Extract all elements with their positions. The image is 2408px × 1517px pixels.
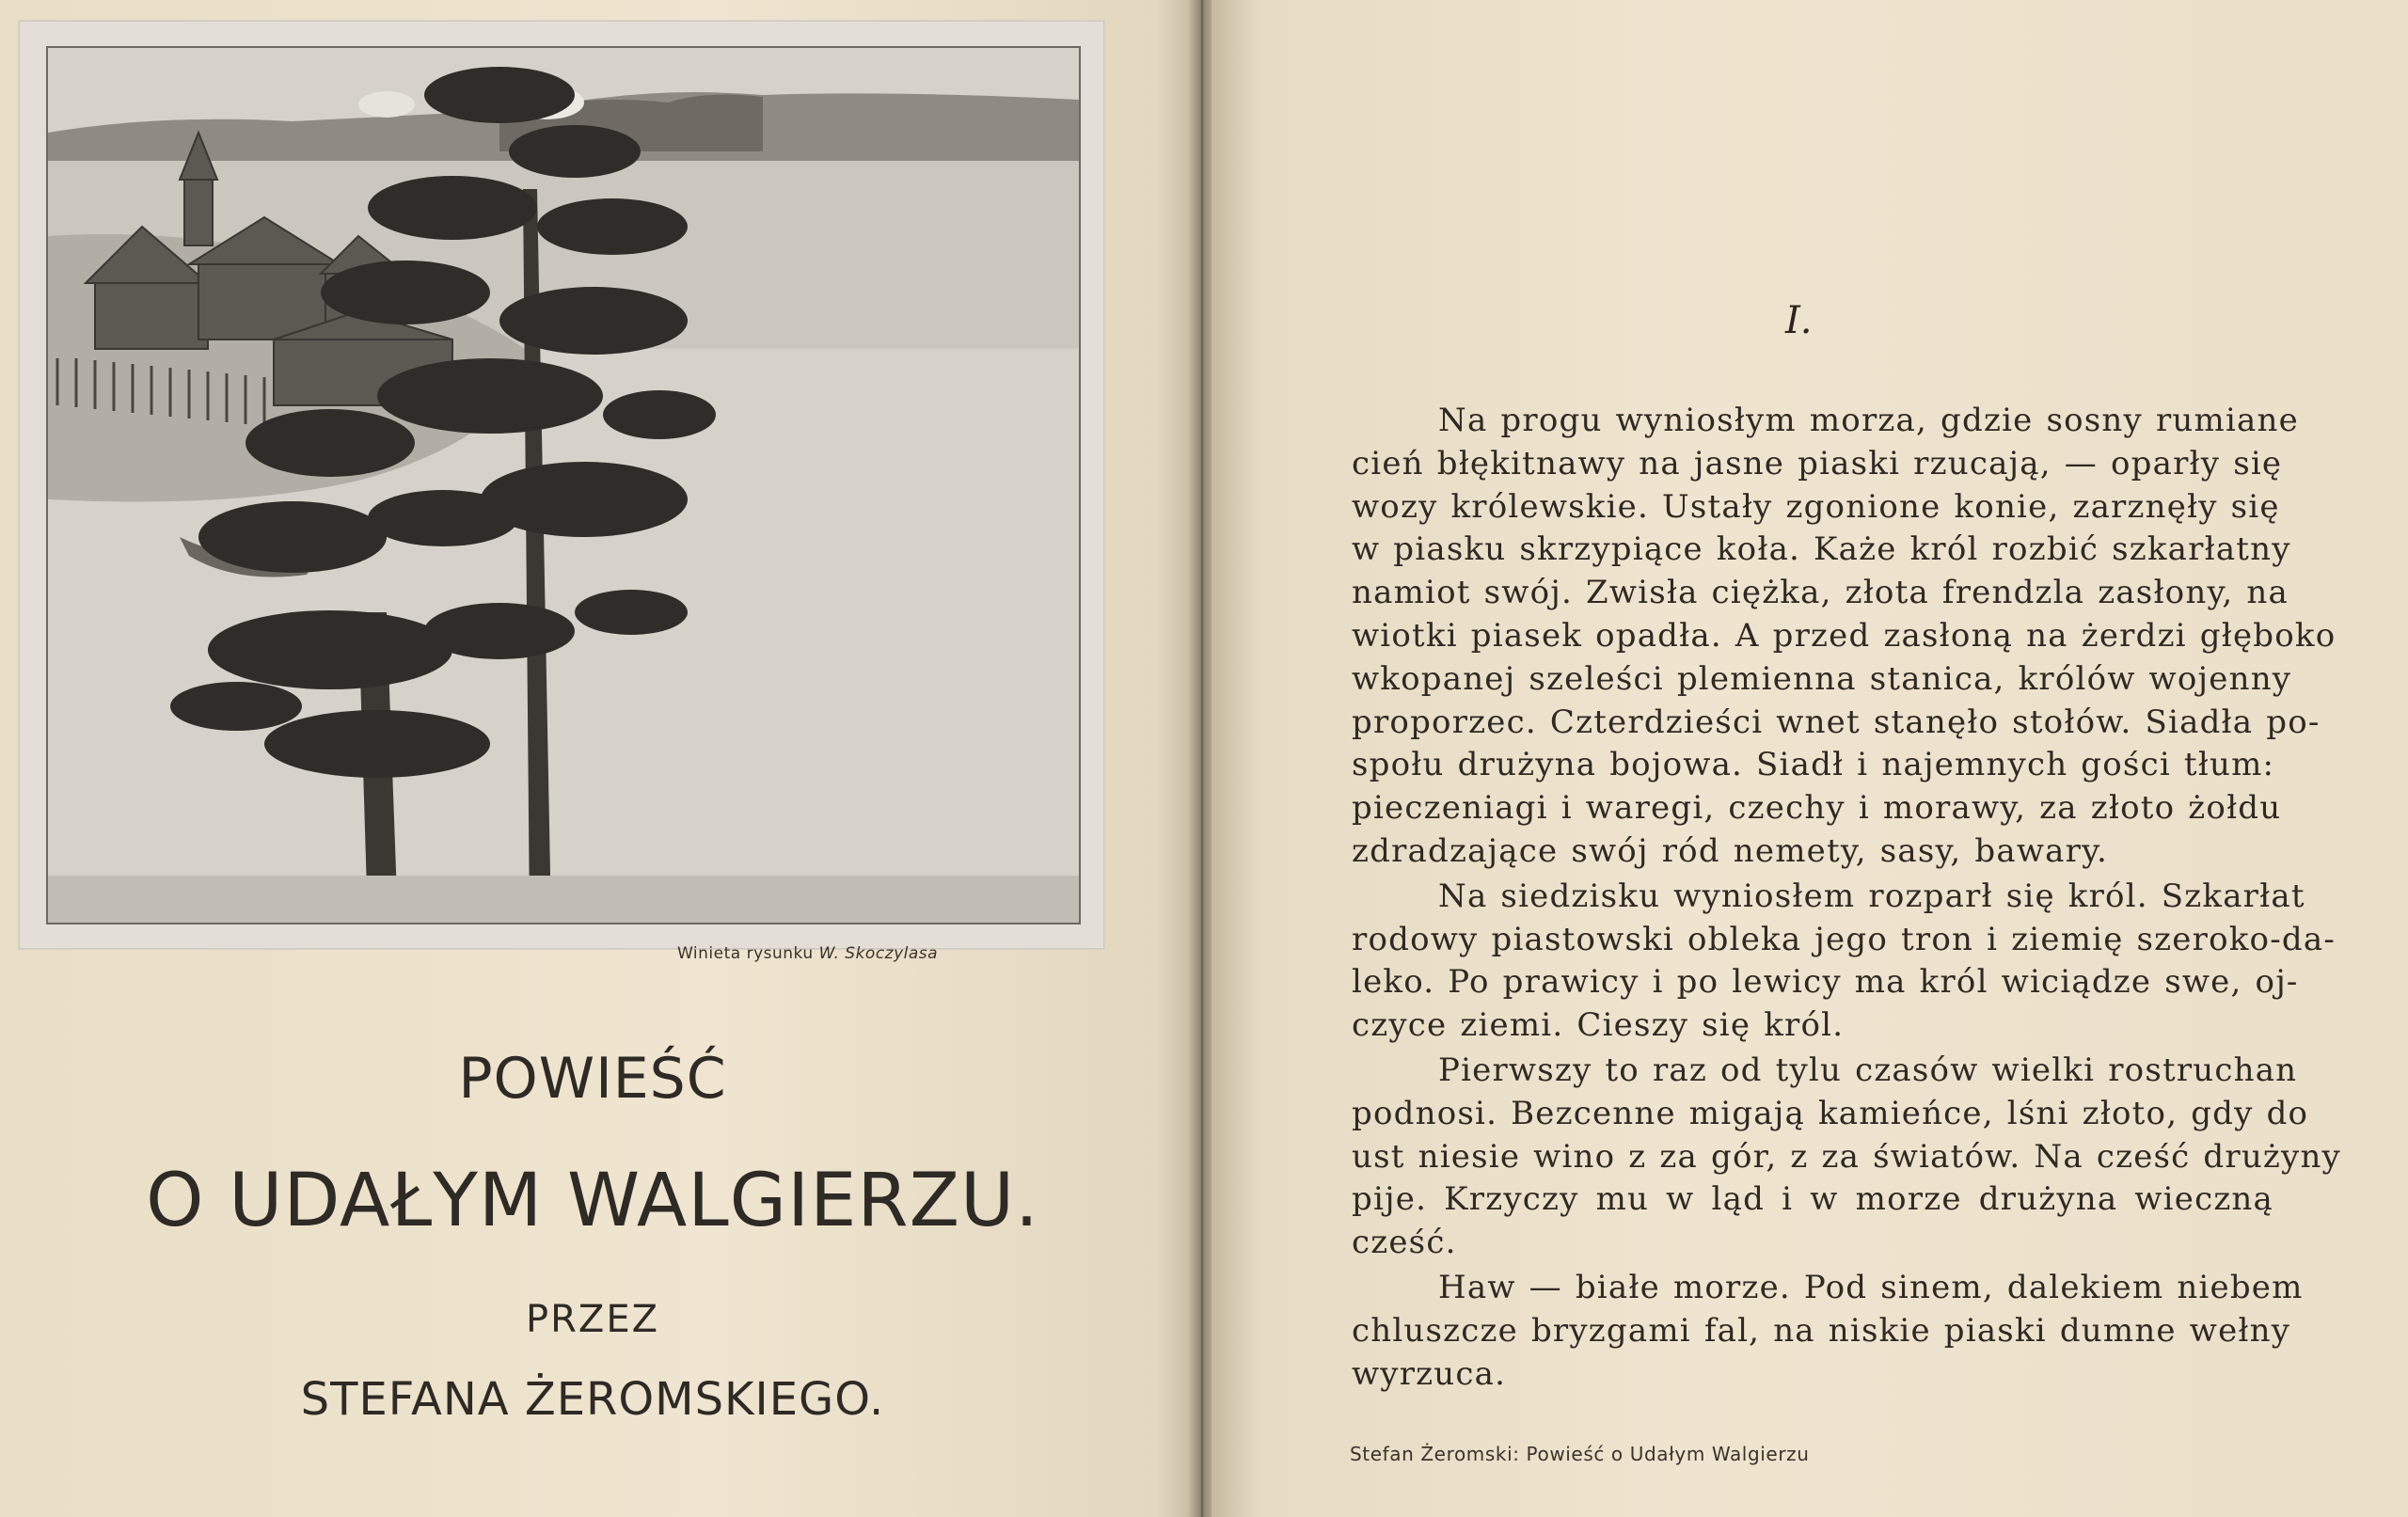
paragraph [1352,876,2337,1048]
page-footer: Stefan Żeromski: Powieść o Udałym Walgierzu [1350,1443,1810,1465]
chapter-number: I. [1785,299,1813,342]
text-line: czyce ziemi. Cieszy się król. [1352,1006,1845,1045]
title-line-2: O UDAŁYM WALGIERZU. [146,1159,1039,1243]
caption-prefix: Winieta rysunku [677,944,814,963]
text-line: wyrzuca. [1352,1354,1507,1393]
vignette-illustration [46,46,1081,924]
text-line: Pierwszy to raz od tylu czasów wielki rostruchan [1438,1051,2298,1089]
text-line: cześć. [1352,1224,1457,1262]
title-line-1: POWIEŚĆ [458,1046,727,1112]
text-line: wozy królewskie. Ustały zgonione konie, zarznęły się [1352,487,2280,526]
vignette-plate [19,21,1104,949]
chapter-text [1352,400,2341,1398]
by-line: PRZEZ [526,1298,659,1341]
text-line: pieczeniagi i waregi, czechy i morawy, za złoto żołdu [1352,789,2282,828]
text-line: pije. Krzyczy mu w ląd i w morze drużyna wieczną [1352,1180,2273,1219]
text-line: wkopanej szeleści plemienna stanica, królów wojenny [1352,659,2292,698]
paragraph [1352,1050,2341,1265]
text-line: ust niesie wino z za gór, z za światów. Na cześć drużyny [1352,1137,2341,1176]
text-line: leko. Po prawicy i po lewicy ma król wiciądze swe, oj- [1352,963,2299,1002]
pine-trees-church-etching [48,48,1079,923]
paragraph [1352,1267,2304,1396]
left-page [0,0,1193,1517]
text-line: Na siedzisku wyniosłem rozparł się król. Szkarłat [1438,877,2305,915]
text-line: społu drużyna bojowa. Siadł i najemnych gości tłum: [1352,746,2275,784]
text-line: cień błękitnawy na jasne piaski rzucają, — oparły się [1352,444,2283,482]
text-line: rodowy piastowski obleka jego tron i ziemię szeroko-da- [1352,920,2337,958]
vignette-caption [677,944,938,963]
paragraph [1352,400,2337,874]
text-line: chluszcze bryzgami fal, na niskie piaski dumne wełny [1352,1311,2291,1350]
text-line: podnosi. Bezcenne migają kamieńce, lśni złoto, gdy do [1352,1094,2309,1132]
text-line: wiotki piasek opadła. A przed zasłoną na żerdzi głęboko [1352,616,2337,655]
text-line: namiot swój. Zwisła ciężka, złota frendzla zasłony, na [1352,574,2289,612]
text-line: proporzec. Czterdzieści wnet stanęło stołów. Siadła po- [1352,703,2321,741]
caption-artist: W. Skoczylasa [818,944,939,963]
author-line: STEFANA ŻEROMSKIEGO. [300,1373,885,1426]
text-line: w piasku skrzypiące koła. Każe król rozbić szkarłatny [1352,530,2291,569]
text-line: Na progu wyniosłym morza, gdzie sosny rumiane [1438,402,2299,439]
text-line: Haw — białe morze. Pod sinem, dalekiem niebem [1438,1268,2304,1306]
text-line: zdradzające swój ród nemety, sasy, bawary. [1352,831,2108,870]
